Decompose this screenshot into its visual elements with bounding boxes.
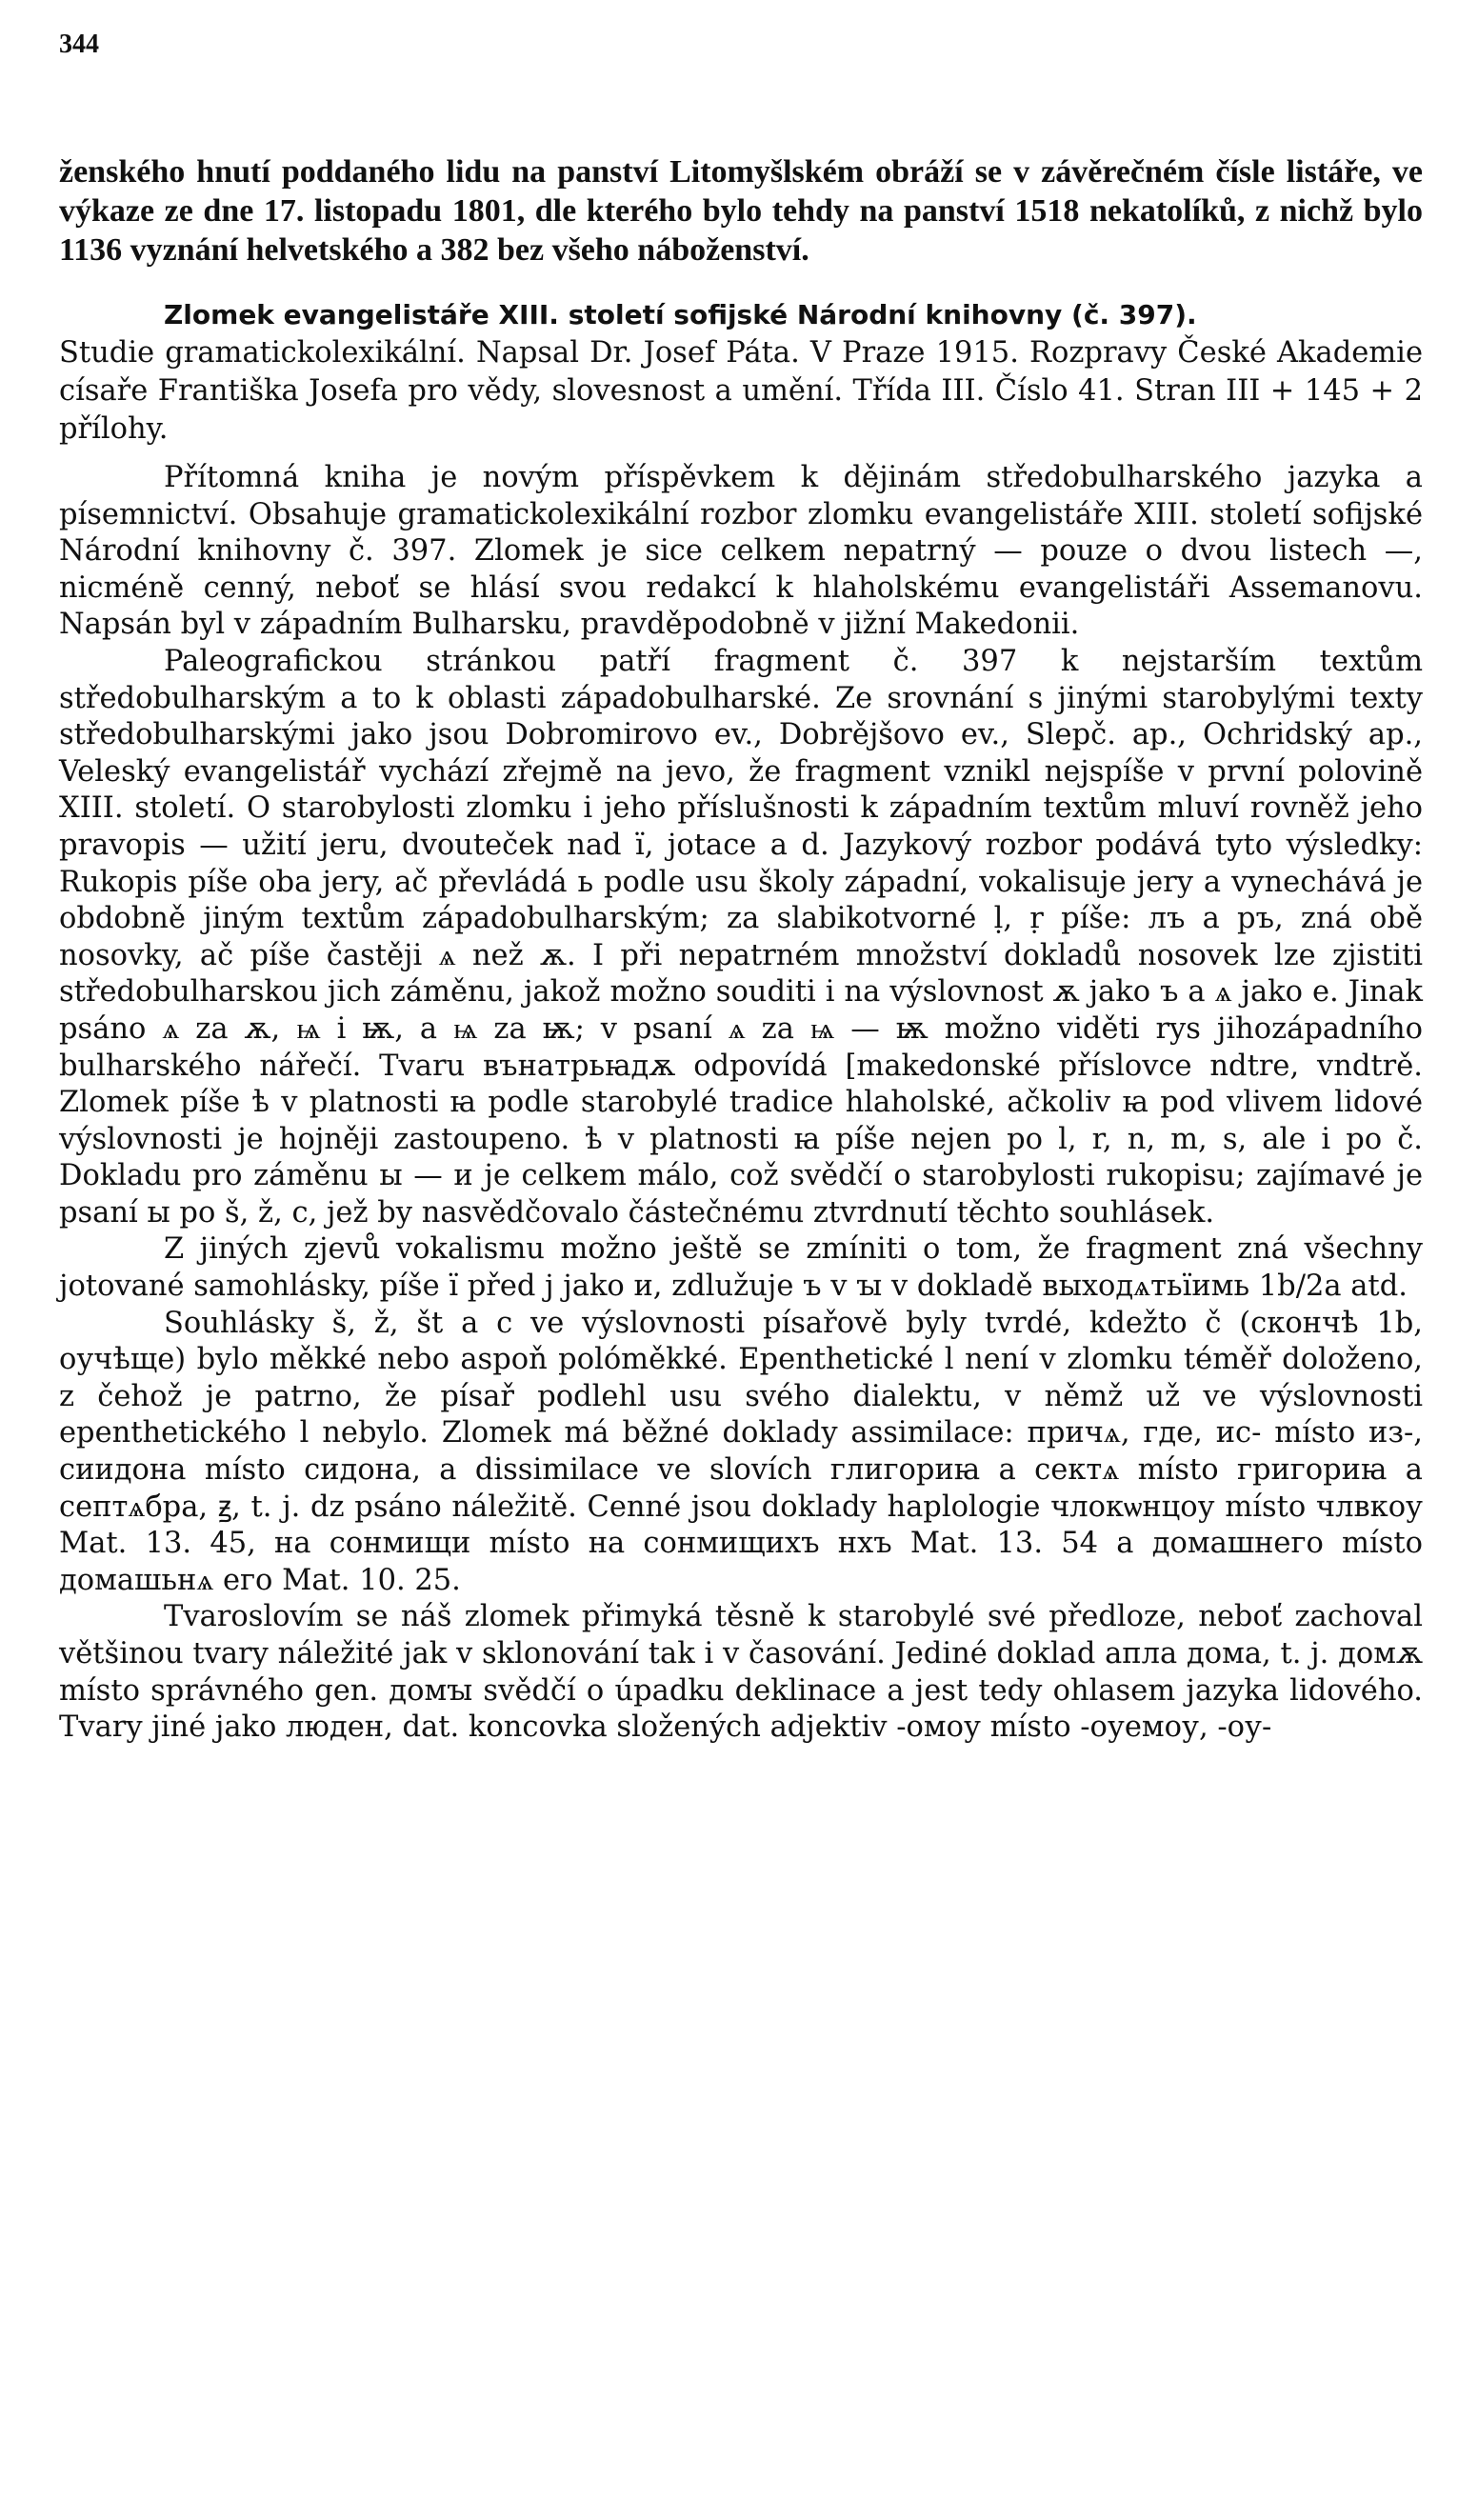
review-heading: Zlomek evangelistáře XIII. století sofijské Národní knihovny (č. 397). — [164, 299, 1197, 330]
body-paragraph-2: Paleografickou stránkou patří fragment č. 397 k nejstarším textům středobulharským a to k oblasti západobulharské. Ze srovnání s jinými starobylými texty středobulharskými jako jsou Dobromirovo ev., Dobrějšovo ev., Slepč. ap., Ochridský ap., Veleský evangelistář vychází zřejmě na jevo, že fragment vznikl nejspíše v první polovině XIII. století. O starobylosti zlomku i jeho příslušnosti k západním textům mluví rovněž jeho pravopis — užití jeru, dvouteček nad ï, jotace a d. Jazykový rozbor podává tyto výsledky: Rukopis píše oba jery, ač převládá ь podle usu školy západní, vokalisuje jery a vynechává je obdobně jiným textům západobulharským; za slabikotvorné ḷ, ṛ píše: лъ a ръ, zná obě nosovky, ač píše častěji ѧ než ѫ. I při nepatrném množství dokladů nosovek lze zjistiti středobulharskou jich záměnu, jakož možno souditi i na výslovnost ѫ jako ъ a ѧ jako е. Jinak psáno ѧ za ѫ, ѩ i ѭ, a ѩ za ѭ; v psaní ѧ za ѩ — ѭ možno viděti rys jihozápadního bulharského nářečí. Tvaru вънатрьꙗдѫ odpovídá [makedonské příslovce ndtre, vndtrě. Zlomek píše ѣ v platnosti ꙗ podle starobylé tradice hlaholské, ačkoliv ꙗ pod vlivem lidové výslovnosti je hojněji zastoupeno. ѣ v platnosti ꙗ píše nejen po l, r, n, m, s, ale i po č. Dokladu pro záměnu ы — и je celkem málo, což svědčí o starobylosti rukopisu; zajímavé je psaní ы po š, ž, c, jež by nasvědčovalo částečnému ztvrdnutí těchto souhlásek. — [59, 644, 1423, 1230]
document-page — [59, 29, 1423, 1747]
body-paragraph-3: Z jiných zjevů vokalismu možno ještě se zmíniti o tom, že fragment zná všechny jotované samohlásky, píše ї před j jako и, zdlužuje ъ v ꙑ v dokladě выходѧтьїимь 1b/2a atd. — [59, 1232, 1423, 1304]
body-paragraph-4: Souhlásky š, ž, št a c ve výslovnosti písařově byly tvrdé, kdežto č (скончѣ 1b, оучѣще) bylo měkké nebo aspoň polóměkké. Epenthetické l není v zlomku téměř doloženo, z čehož je patrno, že písař podlehl usu svého dialektu, v němž už ve výslovnosti epenthetického l nebylo. Zlomek má běžné doklady assimilace: причѧ, где, ис- místo из-, сиидона místo сидона, a dissimilace ve slovích глигориꙗ a сектѧ místo григориꙗ a септѧбра, ꙃ, t. j. dz psáno náležitě. Cenné jsou doklady haplologie члокѡнцоу místo члвкоу Mat. 13. 45, на сонмищи místo на сонмищихъ нхъ Mat. 13. 54 a домашнего místo домашьнѧ его Mat. 10. 25. — [59, 1306, 1423, 1597]
body-paragraph-1: Přítomná kniha je novým příspěvkem k dějinám středobulharského jazyka a písemnictví. Obsahuje gramatickolexikální rozbor zlomku evangelistáře XIII. století sofijské Národní knihovny č. 397. Zlomek je sice celkem nepatrný — pouze o dvou listech —, nicméně cenný, neboť se hlásí svou redakcí k hlaholskému evangelistáři Assemanovu. Napsán byl v západním Bulharsku, pravděpodobně v jižní Makedonii. — [59, 461, 1423, 642]
intro-paragraph: ženského hnutí poddaného lidu na panství Litomyšlském obráží se v závěrečném čísle listáře, ve výkaze ze dne 17. listopadu 1801, dle kterého bylo tehdy na panství 1518 nekatolíků, z nichž bylo 1136 vyznání helvetského a 382 bez všeho náboženství. — [59, 154, 1423, 268]
body-paragraph-5: Tvaroslovím se náš zlomek přimyká těsně k starobylé své předloze, neboť zachoval většinou tvary náležité jak v sklonování tak i v časování. Jediné doklad апла дома, t. j. домѫ místo správného gen. домꙑ svědčí o úpadku deklinace a jest tedy ohlasem jazyka lidového. Tvary jiné jako люден, dat. koncovka složených adjektiv -омоу místo -оуемоу, -оу- — [59, 1600, 1423, 1745]
page-number: 344 — [59, 30, 99, 59]
review-bibliography: Studie gramatickolexikální. Napsal Dr. Josef Páta. V Praze 1915. Rozpravy České Akademie císaře Františka Josefa pro vědy, slovesnost a umění. Třída III. Číslo 41. Stran III + 145 + 2 přílohy. — [59, 336, 1423, 446]
